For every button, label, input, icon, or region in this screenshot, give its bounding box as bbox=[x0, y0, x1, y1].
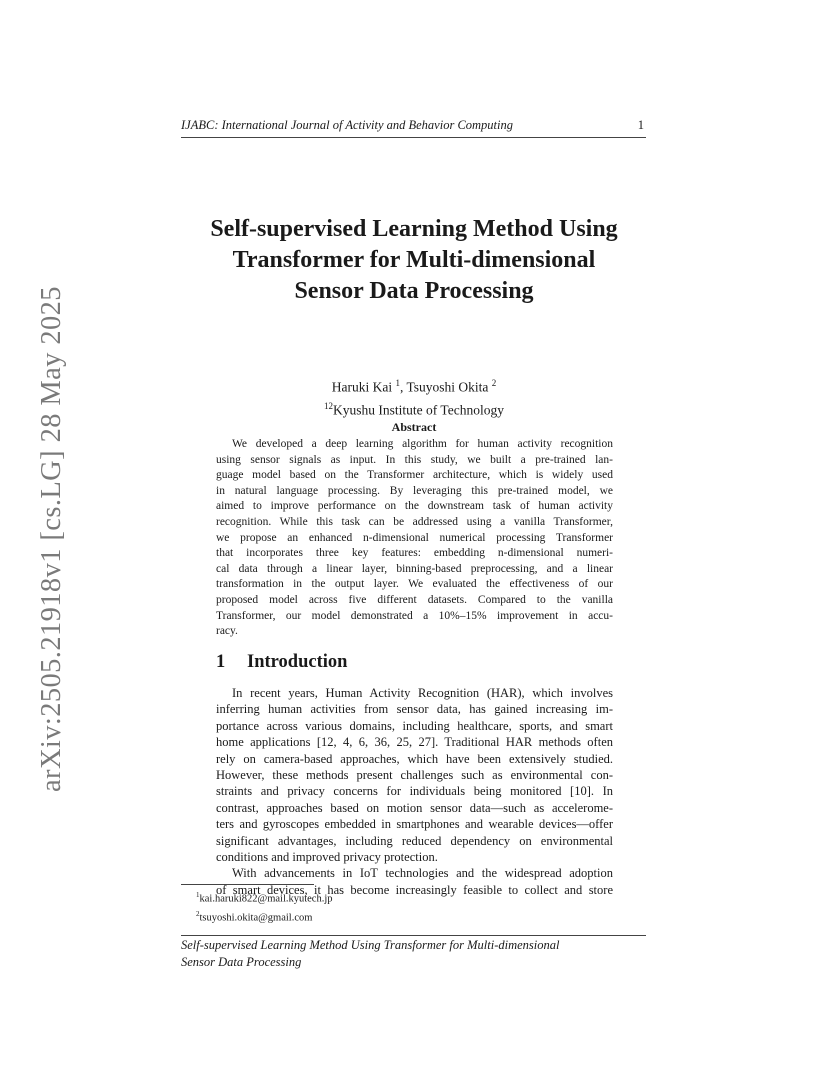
body-line: straints and privacy concerns for individuals being monitored [10]. In bbox=[216, 784, 613, 799]
running-footer bbox=[181, 937, 651, 971]
footer-line: Self-supervised Learning Method Using Transformer for Multi-dimensional bbox=[181, 938, 560, 952]
section-title: Introduction bbox=[247, 652, 348, 672]
paper-title bbox=[150, 214, 678, 307]
abstract-line: proposed model across five different datasets. Compared to the vanilla bbox=[216, 593, 613, 606]
footnote-mark: 2 bbox=[196, 909, 200, 918]
footnote-mark: 1 bbox=[196, 891, 200, 899]
abstract-line: guage model based on the Transformer architecture, which is widely used bbox=[216, 469, 613, 482]
footer-line: Sensor Data Processing bbox=[181, 955, 302, 969]
author-mark: 1 bbox=[395, 378, 400, 388]
body-line: portance across various domains, including healthcare, sports, and smart bbox=[216, 718, 613, 733]
page-number: 1 bbox=[637, 118, 644, 132]
abstract-heading: Abstract bbox=[391, 420, 437, 434]
abstract-line: aimed to improve performance on the downstream task of human activity bbox=[216, 500, 613, 513]
introduction-text bbox=[216, 685, 613, 898]
abstract-line: in natural language processing. By leveraging this pre-trained model, we bbox=[216, 484, 613, 497]
abstract-text bbox=[216, 437, 613, 640]
abstract-line: We developed a deep learning algorithm for human activity recognition bbox=[232, 438, 613, 450]
footnote bbox=[196, 907, 333, 926]
body-line: contrast, approaches based on motion sensor data—such as accelerome- bbox=[216, 800, 613, 815]
body-line: However, these methods present challenges such as environmental con- bbox=[216, 768, 613, 783]
body-line: ters and gyroscopes embedded in smartphones and wearable devices—offer bbox=[216, 817, 613, 832]
author-names bbox=[214, 374, 614, 397]
body-line: With advancements in IoT technologies and the widespread adoption bbox=[232, 866, 613, 881]
author-name: Tsuyoshi Okita bbox=[406, 379, 489, 395]
body-line: home applications [12, 4, 6, 36, 25, 27]. Traditional HAR methods often bbox=[216, 735, 613, 750]
arxiv-identifier: arXiv:2505.21918v1 [cs.LG] 28 May 2025 bbox=[36, 286, 67, 792]
abstract-line: racy. bbox=[216, 625, 238, 638]
body-line: rely on camera-based approaches, which have been extensively studied. bbox=[216, 751, 613, 766]
footnotes bbox=[196, 888, 333, 925]
author-name: Haruki Kai bbox=[331, 379, 393, 395]
journal-name: IJABC: International Journal of Activity and Behavior Computing bbox=[181, 118, 514, 132]
abstract-line: that incorporates three key features: embedding n-dimensional numeri- bbox=[216, 547, 613, 560]
title-line: Self-supervised Learning Method Using bbox=[210, 216, 618, 242]
body-line: In recent years, Human Activity Recognition (HAR), which involves bbox=[232, 686, 613, 700]
footer-divider bbox=[181, 935, 646, 936]
affiliation bbox=[214, 397, 614, 420]
body-line: of smart devices, it has become increasingly feasible to collect and store bbox=[216, 882, 613, 897]
author-mark: 2 bbox=[491, 378, 497, 388]
running-header bbox=[181, 117, 646, 138]
body-line: inferring human activities from sensor data, has gained increasing im- bbox=[216, 702, 613, 717]
body-line: significant advantages, including reduced dependency on environmental bbox=[216, 833, 613, 848]
body-line: conditions and improved privacy protection. bbox=[216, 850, 438, 865]
title-line: Transformer for Multi-dimensional bbox=[232, 247, 596, 273]
abstract-line: cal data through a linear layer, binning-based preprocessing, and a linear bbox=[216, 562, 613, 575]
title-line: Sensor Data Processing bbox=[294, 278, 534, 304]
footnote-email: tsuyoshi.okita@gmail.com bbox=[199, 912, 313, 923]
footnote-email: kai.haruki822@mail.kyutech.jp bbox=[199, 893, 333, 905]
section-number: 1 bbox=[216, 652, 226, 672]
abstract-line: using sensor signals as input. In this study, we built a pre-trained lan- bbox=[216, 453, 613, 466]
abstract-line: Transformer, our model demonstrated a 10%–15% improvement in accu- bbox=[216, 609, 613, 622]
affiliation-mark: 12 bbox=[324, 400, 334, 411]
author-separator: , bbox=[399, 379, 407, 395]
abstract-line: recognition. While this task can be addressed using a vanilla Transformer, bbox=[216, 515, 613, 528]
footnote-divider bbox=[181, 884, 314, 885]
abstract-line: transformation in the output layer. We evaluated the effectiveness of our bbox=[216, 578, 613, 591]
abstract-line: we propose an enhanced n-dimensional numerical processing Transformer bbox=[216, 531, 613, 544]
footnote bbox=[196, 888, 333, 907]
affiliation-name: Kyushu Institute of Technology bbox=[333, 402, 504, 417]
author-block bbox=[214, 374, 614, 419]
